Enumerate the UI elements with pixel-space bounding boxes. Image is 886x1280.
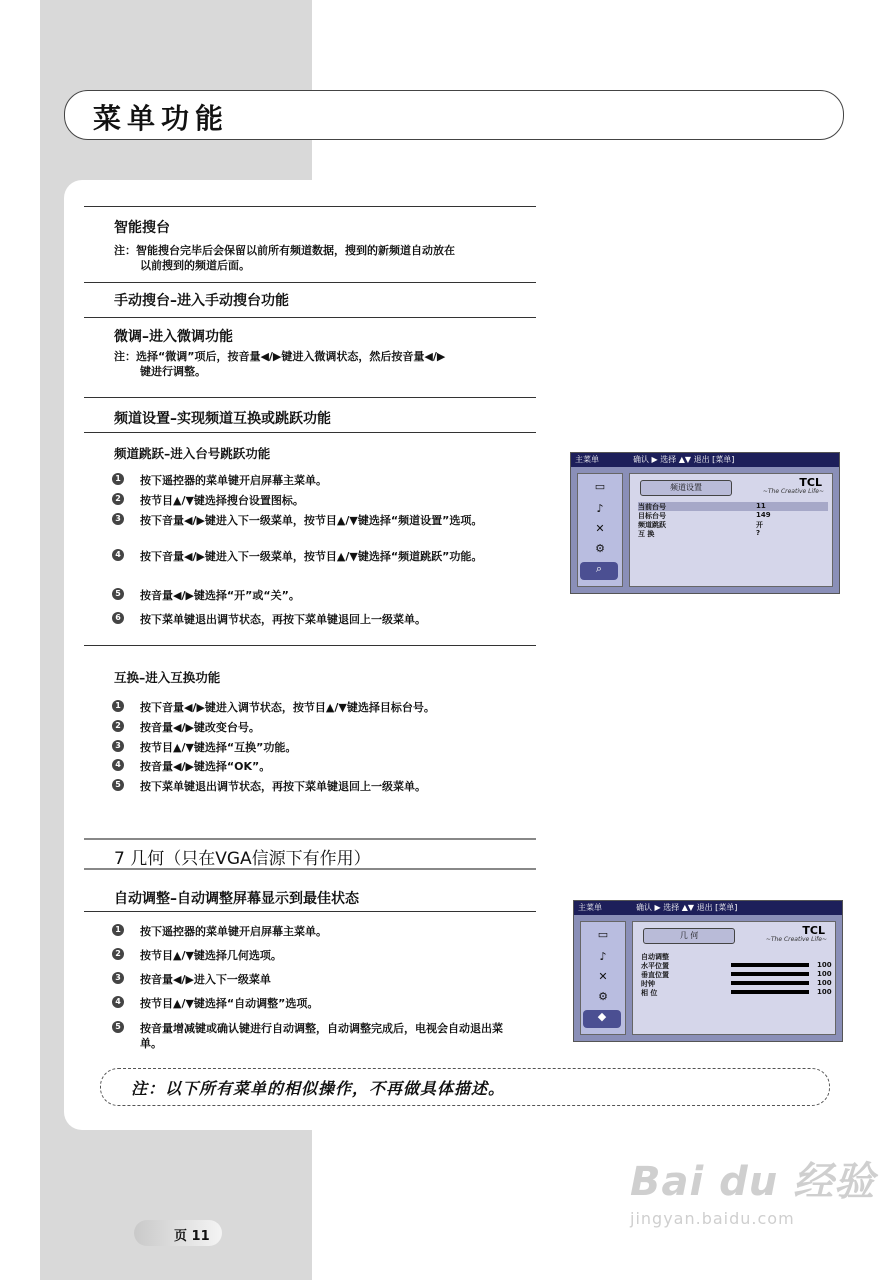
osd-row: 时钟 100 — [641, 979, 832, 988]
geo-step: 4 按节目▲/▼键选择“自动调整”选项。 — [112, 996, 522, 1011]
skip-step: 5 按音量◀/▶键选择“开”或“关”。 — [112, 588, 522, 603]
osd-row: 自动调整 — [641, 953, 669, 961]
divider — [84, 432, 536, 433]
swap-heading: 互换–进入互换功能 — [114, 670, 221, 685]
baidu-watermark — [630, 1150, 875, 1228]
page-number-tab — [134, 1220, 222, 1246]
gear-icon: ⚙ — [598, 990, 608, 1003]
skip-step: 3 按下音量◀/▶键进入下一级菜单，按节目▲/▼键选择“频道设置”选项。 — [112, 513, 522, 528]
osd-row: 水平位置 100 — [641, 961, 832, 970]
osd-row: 垂直位置 100 — [641, 970, 832, 979]
smart-search-note — [114, 243, 524, 273]
note-line: 以前搜到的频道后面。 — [140, 259, 250, 272]
swap-step: 5 按下菜单键退出调节状态，再按下菜单键退回上一级菜单。 — [112, 779, 522, 794]
gear-icon: ⚙ — [595, 542, 605, 555]
search-icon: ⌕ — [580, 562, 618, 580]
osd-row: 目标台号 149 — [638, 511, 771, 520]
osd-menu-label: 主菜单 — [575, 455, 599, 464]
channel-skip-heading: 频道跳跃–进入台号跳跃功能 — [114, 446, 271, 461]
channel-setting-heading: 频道设置–实现频道互换或跳跃功能 — [114, 411, 331, 427]
page-title-box — [64, 90, 844, 140]
section-7-header — [84, 838, 536, 870]
note-box — [100, 1068, 830, 1106]
osd-row: 频道跳跃 开 — [638, 521, 763, 529]
tools-icon: ✕ — [598, 970, 608, 983]
tv-osd-channel-setting — [570, 452, 840, 594]
geo-step: 5 按音量增减键或确认键进行自动调整，自动调整完成后，电视会自动退出菜单。 — [112, 1021, 522, 1051]
swap-step: 1 按下音量◀/▶键进入调节状态，按节目▲/▼键选择目标台号。 — [112, 700, 522, 715]
osd-sidebar — [577, 473, 623, 587]
sound-icon: ♪ — [596, 502, 604, 515]
tools-icon: ✕ — [595, 522, 605, 535]
osd-hint: 确认 ▶ 选择 ▲▼ 退出 [菜单] — [633, 455, 735, 464]
divider — [84, 397, 536, 398]
osd-tab-title: 频道设置 — [640, 480, 732, 496]
fine-tune-note — [114, 349, 524, 379]
swap-step: 4 按音量◀/▶键选择“OK”。 — [112, 759, 522, 774]
tcl-slogan: ~The Creative Life~ — [762, 488, 824, 495]
geo-step: 3 按音量◀/▶进入下一级菜单 — [112, 972, 522, 987]
note-box-text: 注：以下所有菜单的相似操作，不再做具体描述。 — [131, 1079, 506, 1098]
divider — [84, 206, 536, 207]
note-line: 注：智能搜台完毕后会保留以前所有频道数据，搜到的新频道自动放在 — [114, 244, 455, 257]
skip-step: 6 按下菜单键退出调节状态，再按下菜单键退回上一级菜单。 — [112, 612, 522, 627]
skip-step: 1 按下遥控器的菜单键开启屏幕主菜单。 — [112, 473, 522, 488]
divider — [84, 911, 536, 912]
osd-menu-label: 主菜单 — [578, 903, 602, 912]
fine-tune-heading: 微调–进入微调功能 — [114, 329, 233, 345]
osd-hint: 确认 ▶ 选择 ▲▼ 退出 [菜单] — [636, 903, 738, 912]
swap-step: 3 按节目▲/▼键选择“互换”功能。 — [112, 740, 522, 755]
page-number: 页 11 — [174, 1229, 210, 1244]
osd-row: 相 位 100 — [641, 988, 832, 997]
watermark-logo: Bai du 经验 — [630, 1159, 876, 1205]
swap-step: 2 按音量◀/▶键改变台号。 — [112, 720, 522, 735]
note-line: 键进行调整。 — [140, 365, 206, 378]
manual-search-heading: 手动搜台–进入手动搜台功能 — [114, 293, 289, 309]
auto-adjust-heading: 自动调整–自动调整屏幕显示到最佳状态 — [114, 891, 359, 907]
sound-icon: ♪ — [599, 950, 607, 963]
osd-row: 当前台号 11 — [638, 502, 828, 511]
osd-topbar — [574, 901, 842, 915]
picture-icon: ▭ — [594, 480, 606, 493]
page-title: 菜单功能 — [93, 102, 230, 135]
watermark-url: jingyan.baidu.com — [630, 1209, 795, 1228]
tv-osd-geometry — [573, 900, 843, 1042]
skip-step: 2 按节目▲/▼键选择搜台设置图标。 — [112, 493, 522, 508]
osd-row: 互 换 ? — [638, 529, 761, 538]
smart-search-heading: 智能搜台 — [114, 220, 170, 236]
note-line: 注：选择“微调”项后，按音量◀/▶键进入微调状态，然后按音量◀/▶ — [114, 350, 446, 363]
osd-tab-title: 几 何 — [643, 928, 735, 944]
osd-sidebar — [580, 921, 626, 1035]
tcl-slogan: ~The Creative Life~ — [765, 936, 827, 943]
section-7-title: 7 几何（只在VGA信源下有作用） — [114, 849, 371, 869]
geo-step: 2 按节目▲/▼键选择几何选项。 — [112, 948, 522, 963]
picture-icon: ▭ — [597, 928, 609, 941]
divider — [84, 645, 536, 646]
geo-step: 1 按下遥控器的菜单键开启屏幕主菜单。 — [112, 924, 522, 939]
divider — [84, 282, 536, 283]
geometry-icon: ◆ — [583, 1010, 621, 1028]
tcl-logo: TCL — [802, 924, 825, 937]
osd-main — [629, 473, 833, 587]
tcl-logo: TCL — [799, 476, 822, 489]
osd-main — [632, 921, 836, 1035]
divider — [84, 317, 536, 318]
osd-topbar — [571, 453, 839, 467]
skip-step: 4 按下音量◀/▶键进入下一级菜单，按节目▲/▼键选择“频道跳跃”功能。 — [112, 549, 522, 564]
